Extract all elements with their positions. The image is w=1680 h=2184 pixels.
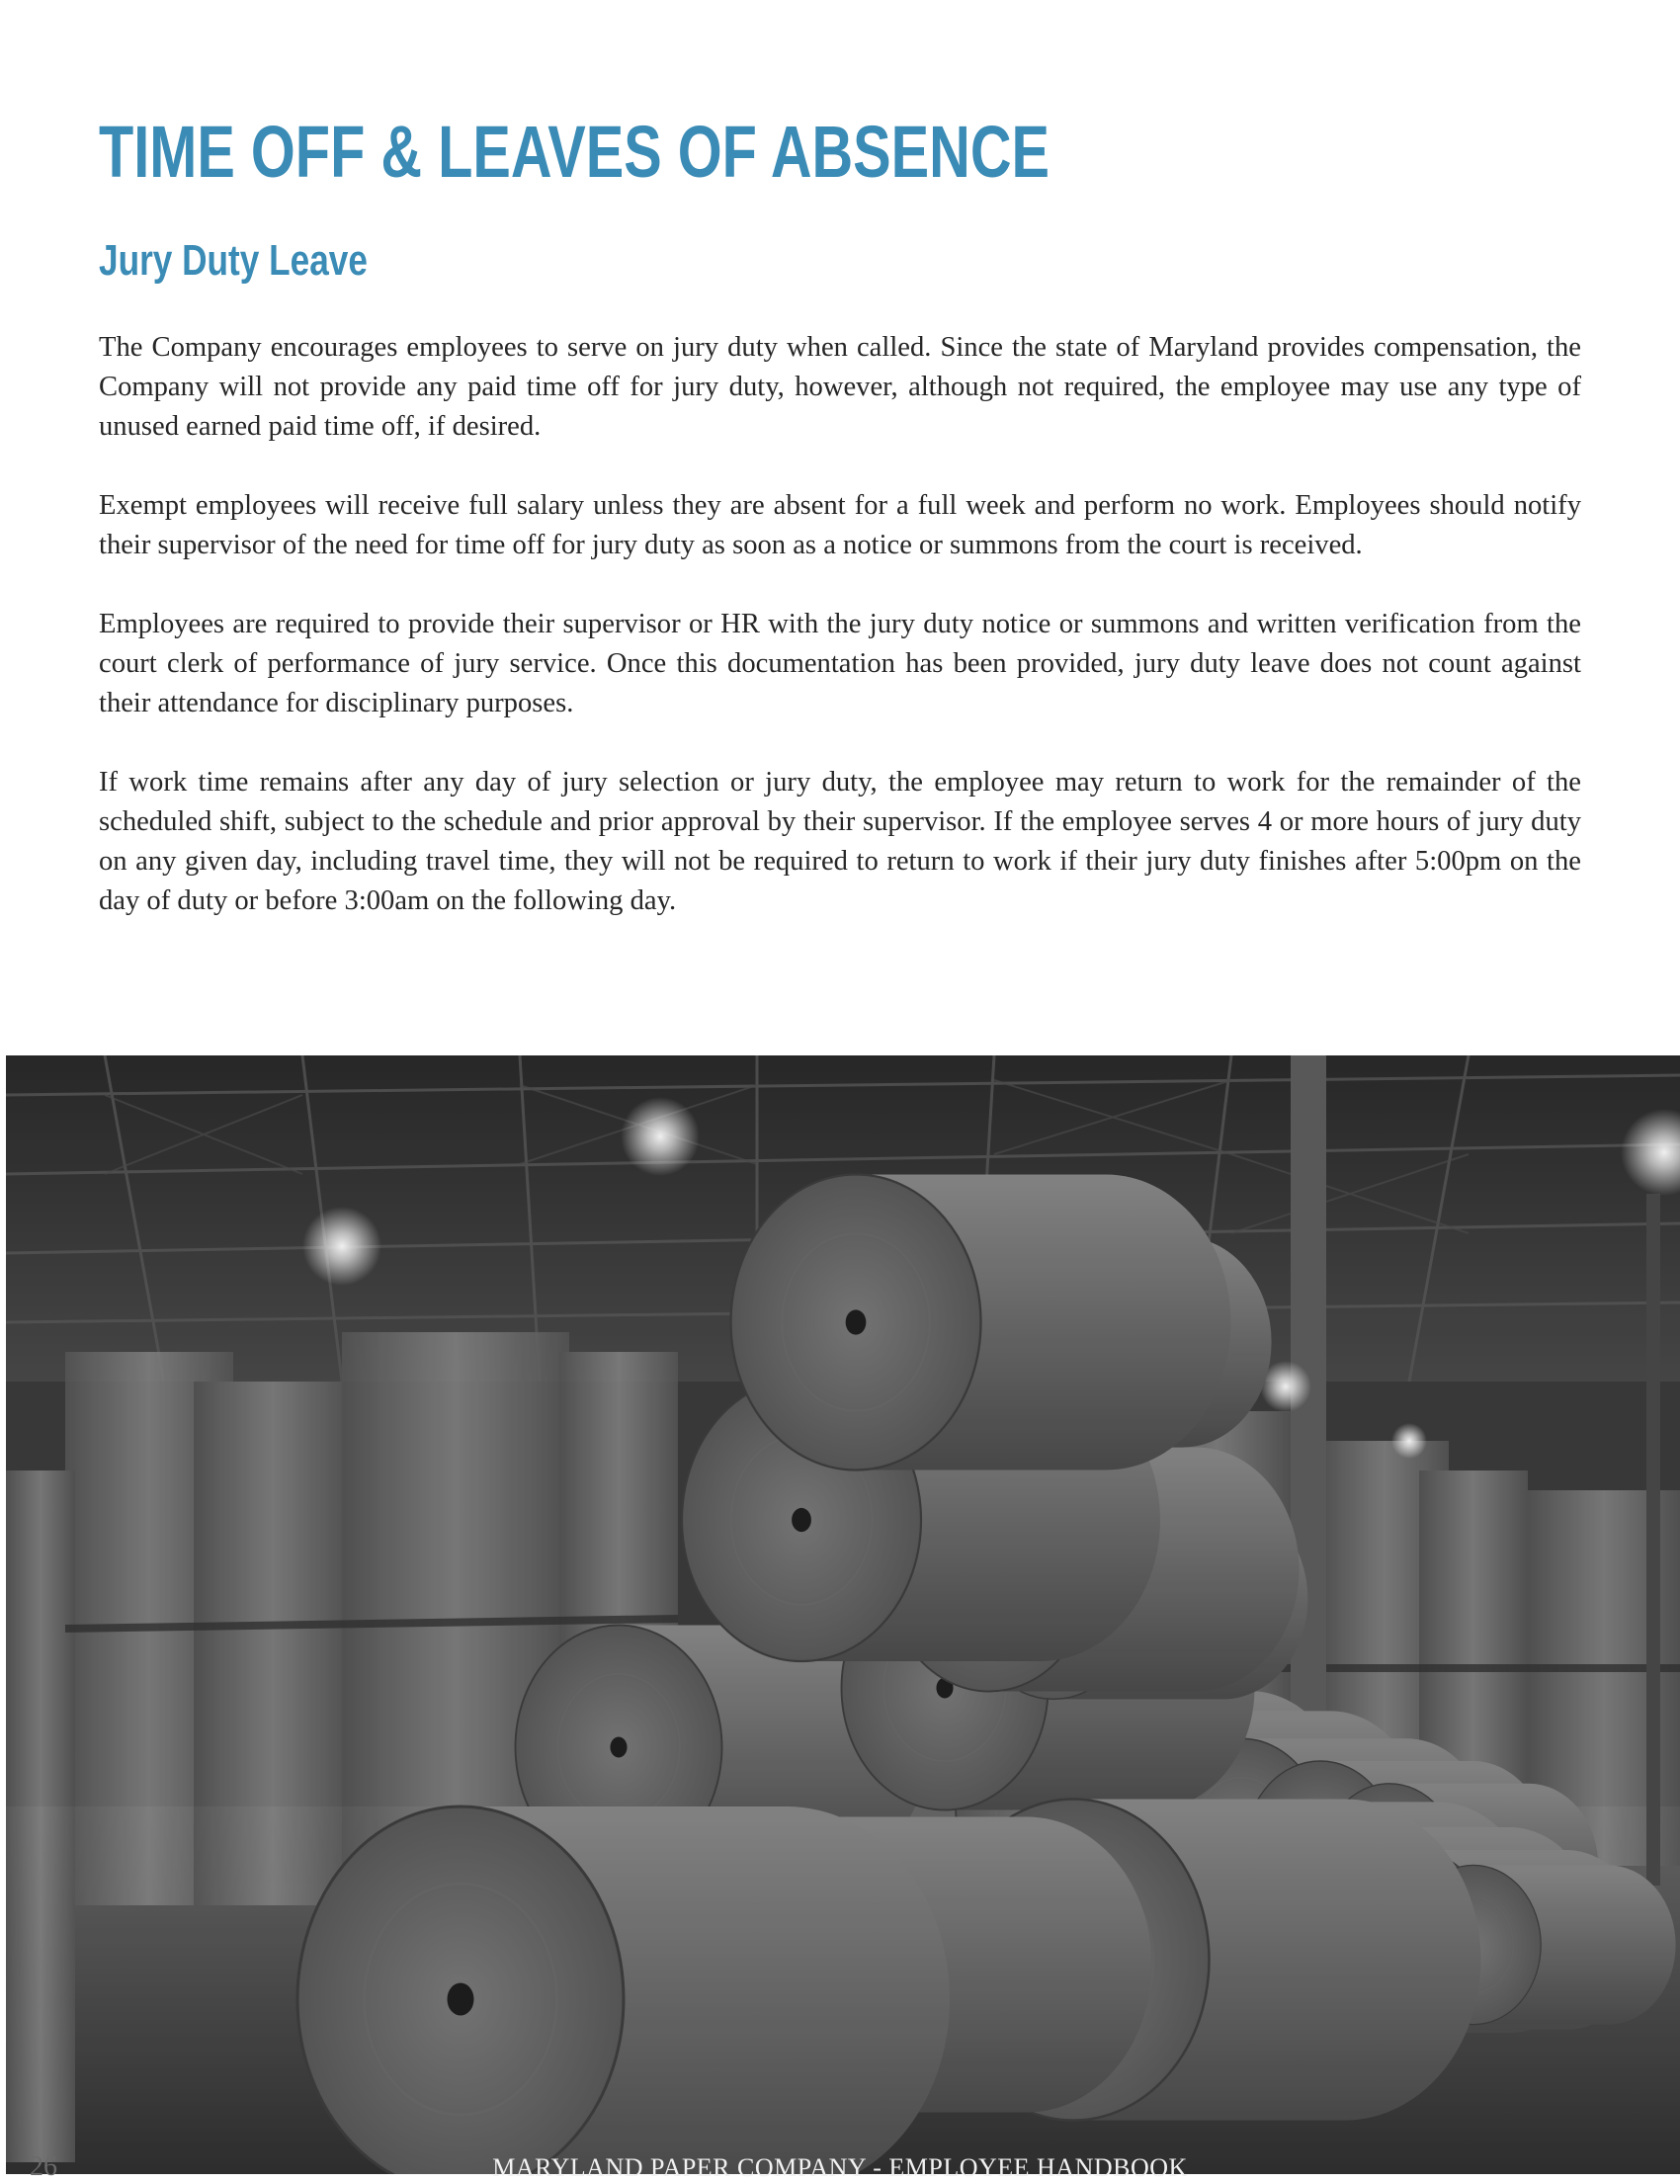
paragraph-3: Employees are required to provide their supervisor or HR with the jury duty notice or summons and written verification from the court clerk of performance of jury service. Once this documentation has been provided, jury duty leave does not count against their attendance for disciplinary purposes. xyxy=(99,609,1581,718)
warehouse-paper-rolls-photo xyxy=(6,1055,1680,2174)
paragraph-4: If work time remains after any day of jury selection or jury duty, the employee may return to work for the remainder of the scheduled shift, subject to the schedule and prior approval by their supervisor. If the employee serves 4 or more hours of jury duty on any given day, including travel time, they will not be required to return to work if their jury duty finishes after 5:00pm on the day of duty or before 3:00am on the following day. xyxy=(99,767,1581,916)
page-title: TIME OFF & LEAVES OF ABSENCE xyxy=(99,111,1050,193)
page-number: 26 xyxy=(30,2151,57,2182)
footer-text: MARYLAND PAPER COMPANY - EMPLOYEE HANDBOOK xyxy=(492,2153,1188,2182)
paragraph-1: The Company encourages employees to serve on jury duty when called. Since the state of Maryland provides compensation, the Company will not provide any paid time off for jury duty, however, although not required, the employee may use any type of unused earned paid time off, if desired. xyxy=(99,332,1581,442)
paragraph-2: Exempt employees will receive full salary unless they are absent for a full week and perform no work. Employees should notify their supervisor of the need for time off for jury duty as soon as a notice or summons from the court is received. xyxy=(99,490,1581,560)
section-heading: Jury Duty Leave xyxy=(99,236,368,285)
body-text xyxy=(99,328,1581,961)
